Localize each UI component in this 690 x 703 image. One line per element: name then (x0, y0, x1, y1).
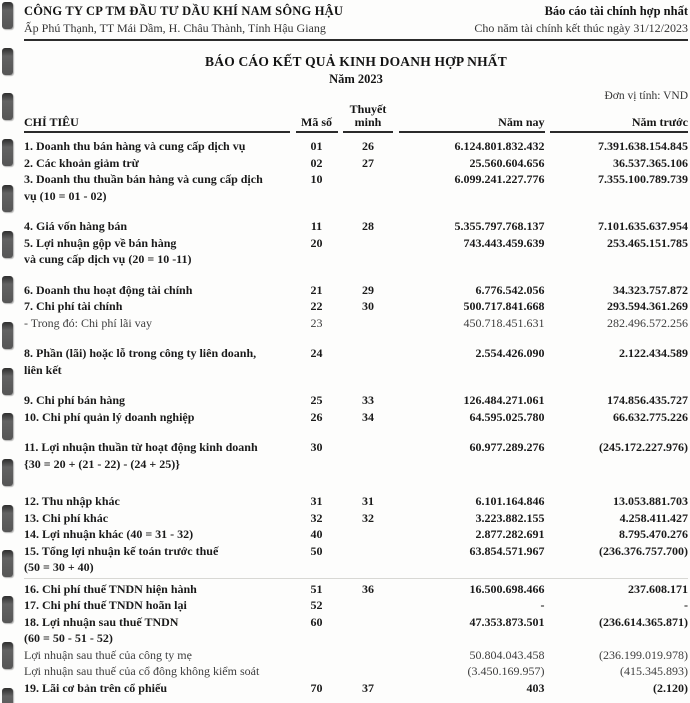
col-header-code: Mã số (296, 103, 338, 133)
title-block (24, 54, 688, 87)
row-label: 12. Thu nhập khác (24, 494, 120, 508)
row-current-value: 500.717.841.668 (463, 299, 545, 313)
row-current-value: 60.977.289.276 (469, 440, 545, 454)
row-code: 10 (310, 172, 323, 186)
row-prior-value: 7.355.100.789.739 (598, 172, 688, 186)
row-code: 02 (310, 155, 323, 170)
table-row (24, 597, 688, 614)
row-note (343, 171, 393, 204)
row-current-value: 47.353.873.501 (469, 614, 545, 629)
col-header-note-line2: minh (354, 115, 382, 129)
row-current-value: 5.355.797.768.137 (454, 219, 545, 233)
binding-mark (2, 550, 13, 577)
col-header-note (343, 103, 393, 133)
row-prior-value: (2.120) (653, 680, 688, 695)
row-prior-value: 8.795.470.276 (619, 527, 688, 541)
binding-mark (2, 642, 13, 669)
row-prior-value: 253.465.151.785 (607, 235, 688, 250)
row-label: 10. Chi phí quản lý doanh nghiệp (24, 409, 195, 424)
row-note (343, 597, 393, 614)
table-row (24, 409, 688, 426)
row-label: 3. Doanh thu thuần bán hàng và cung cấp dịch (24, 172, 263, 186)
row-label: 19. Lãi cơ bản trên cổ phiếu (24, 680, 167, 695)
row-code (296, 663, 338, 680)
row-current-value: 450.718.451.631 (463, 315, 545, 330)
binding-mark (2, 93, 13, 120)
table-header (24, 103, 688, 133)
row-code: 51 (310, 581, 323, 596)
row-code: 24 (310, 346, 323, 360)
row-code: 20 (310, 235, 323, 250)
table-row (24, 235, 688, 268)
table-row (24, 663, 688, 680)
row-prior-value: (236.614.365.871) (599, 614, 688, 629)
row-label2: và cung cấp dịch vụ (20 = 10 -11) (24, 252, 192, 266)
row-label: 9. Chi phí bán hàng (24, 393, 126, 407)
row-current-value: 6.099.241.227.776 (454, 172, 545, 186)
report-period: Cho năm tài chính kết thúc ngày 31/12/2023 (474, 21, 688, 35)
row-code: 11 (310, 219, 323, 233)
table-row (24, 614, 688, 647)
row-prior-value: (236.199.019.978) (599, 647, 688, 662)
row-prior-value: 34.323.757.872 (613, 282, 688, 297)
row-note (343, 439, 393, 472)
row-label: 8. Phần (lãi) hoặc lỗ trong công ty liên doanh, (24, 346, 257, 360)
row-prior-value: 7.391.638.154.845 (598, 139, 688, 153)
row-note (343, 526, 393, 543)
col-header-indicator: CHỈ TIÊU (24, 103, 290, 133)
row-current-value: 6.776.542.056 (475, 282, 545, 297)
row-label: 2. Các khoản giảm trừ (24, 155, 139, 170)
table-row (24, 218, 688, 235)
row-current-value: 2.877.282.691 (475, 527, 545, 541)
row-code: 22 (310, 299, 323, 313)
table-row (24, 578, 688, 598)
row-prior-value: 7.101.635.637.954 (598, 219, 688, 233)
row-note: 30 (362, 299, 374, 313)
row-note (343, 315, 393, 332)
row-note: 34 (362, 409, 374, 424)
row-prior-value: 237.608.171 (628, 581, 688, 596)
row-note: 36 (362, 581, 374, 596)
row-current-value: 743.443.459.639 (463, 235, 545, 250)
table-row (24, 526, 688, 543)
binding-mark (2, 48, 13, 75)
row-code: 25 (310, 393, 323, 407)
table-row (24, 647, 688, 664)
table-row (24, 543, 688, 576)
row-prior-value: 4.258.411.427 (619, 510, 688, 525)
row-prior-value: (236.376.757.700) (599, 543, 688, 558)
row-prior-value: - (684, 598, 688, 612)
row-label: 13. Chi phí khác (24, 510, 109, 525)
unit-label: Đơn vị tính: VND (604, 90, 688, 102)
row-label: Lợi nhuận sau thuế của cổ đông không kiểm soát (24, 664, 260, 678)
row-prior-value: 174.856.435.727 (607, 393, 688, 407)
row-label2: (60 = 50 - 51 - 52) (24, 631, 113, 645)
report-year: Năm 2023 (329, 72, 383, 86)
row-code (296, 647, 338, 664)
binding-mark (2, 596, 13, 623)
report-type: Báo cáo tài chính hợp nhất (544, 4, 688, 18)
row-note: 32 (362, 510, 374, 525)
row-label: 16. Chi phí thuế TNDN hiện hành (24, 581, 197, 596)
row-note: 26 (362, 139, 374, 153)
document-header (24, 4, 688, 41)
table-row (24, 298, 688, 315)
row-prior-value: 36.537.365.106 (613, 155, 688, 170)
col-header-prior-year: Năm trước (550, 103, 688, 133)
row-label2: (50 = 30 + 40) (24, 560, 94, 574)
row-label: 4. Giá vốn hàng bán (24, 219, 128, 233)
row-prior-value: 66.632.775.226 (613, 409, 688, 424)
table-row (24, 345, 688, 378)
row-code: 40 (310, 527, 323, 541)
row-current-value: 126.484.271.061 (463, 393, 545, 407)
report-table-body (24, 133, 688, 696)
row-prior-value: 13.053.881.703 (613, 494, 688, 508)
row-label: 11. Lợi nhuận thuần từ hoạt động kinh doanh (24, 440, 258, 454)
table-row (24, 138, 688, 155)
row-label: 14. Lợi nhuận khác (40 = 31 - 32) (24, 527, 194, 541)
row-current-value: 2.554.426.090 (475, 346, 545, 360)
row-label: 15. Tổng lợi nhuận kế toán trước thuế (24, 543, 219, 558)
binding-mark (2, 322, 13, 349)
row-current-value: 63.854.571.967 (469, 543, 545, 558)
row-note: 37 (362, 680, 374, 695)
row-note (343, 235, 393, 268)
company-address: Ấp Phú Thạnh, TT Mái Dầm, H. Châu Thành, Tỉnh Hậu Giang (24, 21, 326, 35)
row-current-value: 6.101.164.846 (475, 494, 545, 508)
table-row (24, 439, 688, 472)
row-note: 28 (362, 219, 374, 233)
row-code: 70 (310, 680, 323, 695)
row-code: 21 (310, 282, 323, 297)
row-code: 31 (310, 494, 323, 508)
company-name: CÔNG TY CP TM ĐẦU TƯ DẦU KHÍ NAM SÔNG HẬU (24, 4, 344, 18)
document-content (24, 4, 688, 696)
row-label: 1. Doanh thu bán hàng và cung cấp dịch vụ (24, 139, 246, 153)
row-code: 23 (310, 315, 323, 330)
row-code: 30 (310, 440, 323, 454)
col-header-current-year: Năm nay (399, 103, 545, 133)
row-code: 60 (310, 614, 323, 629)
col-header-note-line1: Thuyết (349, 102, 387, 116)
table-row (24, 392, 688, 409)
binding-mark (2, 139, 13, 166)
header-right (474, 4, 688, 36)
row-label: 6. Doanh thu hoạt động tài chính (24, 282, 193, 297)
row-code: 26 (310, 409, 323, 424)
row-code: 50 (310, 543, 323, 558)
table-row (24, 493, 688, 510)
binding-mark (2, 185, 13, 212)
row-note (343, 345, 393, 378)
binding-mark (2, 459, 13, 486)
row-prior-value: (415.345.893) (620, 664, 688, 678)
table-row (24, 510, 688, 527)
row-current-value: 64.595.025.780 (469, 409, 545, 424)
table-row (24, 171, 688, 204)
row-label: Lợi nhuận sau thuế của công ty mẹ (24, 647, 192, 662)
row-note (343, 614, 393, 647)
row-label2: {30 = 20 + (21 - 22) - (24 + 25)} (24, 456, 180, 471)
row-note (343, 543, 393, 576)
row-code: 01 (310, 139, 323, 153)
row-current-value: 25.560.604.656 (469, 155, 545, 170)
row-label: 18. Lợi nhuận sau thuế TNDN (24, 614, 179, 629)
table-row (24, 155, 688, 172)
row-label: 7. Chi phí tài chính (24, 299, 123, 313)
row-label2: vụ (10 = 01 - 02) (24, 188, 107, 203)
row-note: 27 (362, 155, 374, 170)
binding-mark (2, 688, 13, 703)
row-note: 33 (362, 393, 374, 407)
row-note (343, 663, 393, 680)
row-current-value: (3.450.169.957) (467, 664, 545, 678)
binding-mark (2, 368, 13, 395)
row-current-value: 16.500.698.466 (469, 581, 545, 596)
table-row (24, 680, 688, 697)
row-prior-value: 2.122.434.589 (619, 346, 688, 360)
row-current-value: 50.804.043.458 (469, 647, 545, 662)
binding-mark (2, 231, 13, 258)
row-prior-value: (245.172.227.976) (599, 440, 688, 454)
report-title: BÁO CÁO KẾT QUẢ KINH DOANH HỢP NHẤT (205, 54, 507, 69)
row-current-value: 403 (526, 680, 545, 695)
binding-mark (2, 413, 13, 440)
row-current-value: 3.223.882.155 (475, 510, 545, 525)
row-label2: liên kết (24, 362, 62, 377)
table-row (24, 315, 688, 332)
row-current-value: 6.124.801.832.432 (454, 139, 545, 153)
row-prior-value: 293.594.361.269 (607, 299, 688, 313)
row-current-value: - (540, 598, 545, 612)
row-code: 32 (310, 510, 323, 525)
row-prior-value: 282.496.572.256 (607, 315, 688, 330)
table-row (24, 282, 688, 299)
row-code: 52 (310, 598, 323, 612)
row-label: - Trong đó: Chi phí lãi vay (24, 315, 153, 330)
row-note: 29 (362, 282, 374, 297)
row-note: 31 (362, 494, 374, 508)
row-note (343, 647, 393, 664)
binding-mark (2, 2, 13, 29)
row-label: 17. Chi phí thuế TNDN hoãn lại (24, 598, 187, 612)
binding-mark (2, 276, 13, 303)
row-label: 5. Lợi nhuận gộp về bán hàng (24, 235, 177, 250)
header-left (24, 4, 343, 36)
binding-mark (2, 505, 13, 532)
